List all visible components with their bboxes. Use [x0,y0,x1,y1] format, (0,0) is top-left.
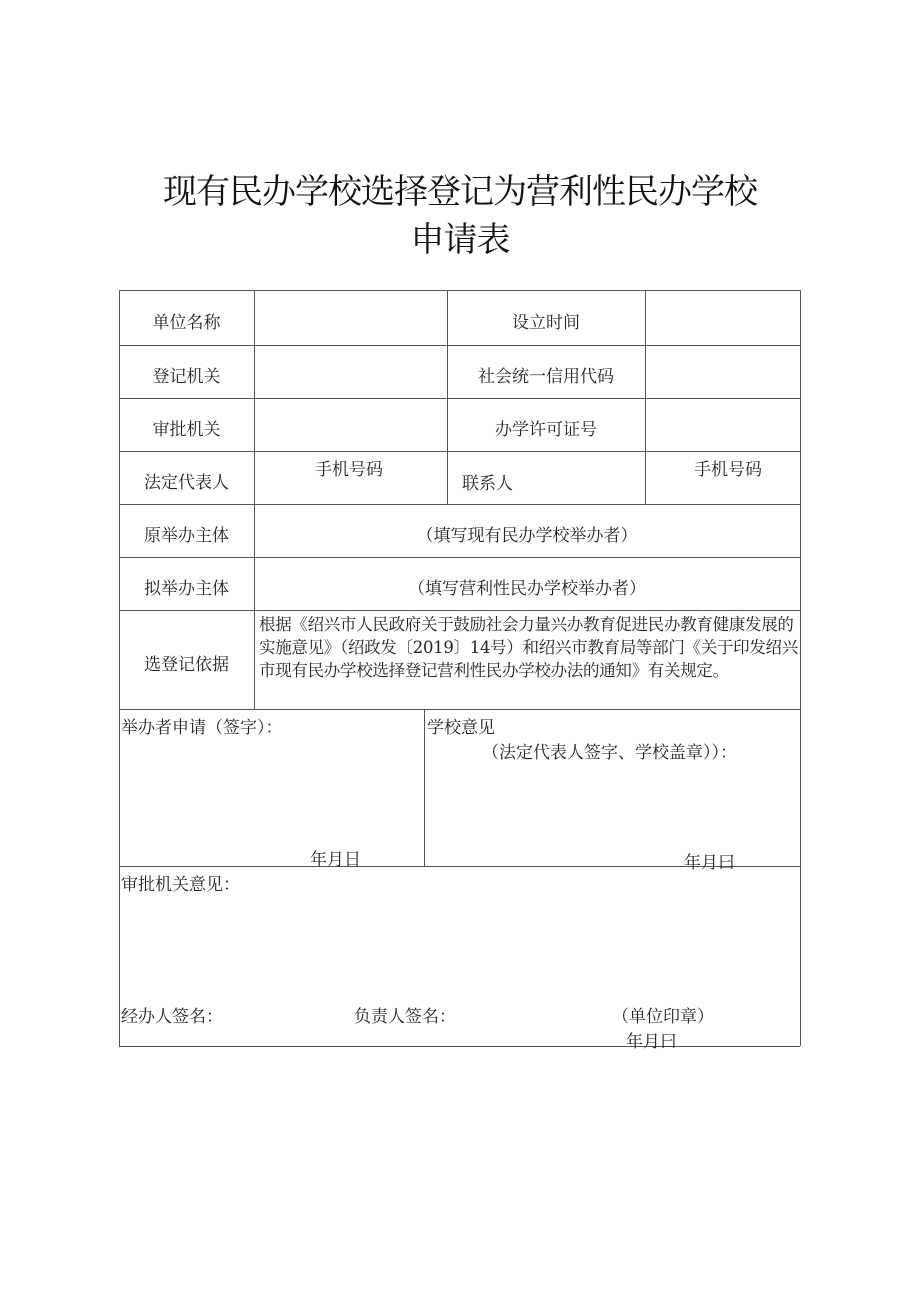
row-divider [119,451,800,452]
unit-name-label: 单位名称 [152,313,221,333]
row-divider [119,504,800,505]
table-border-right [800,290,801,1046]
license-number-label: 办学许可证号 [495,420,597,440]
original-sponsor-label: 原举办主体 [144,526,229,546]
mobile-label-2: 手机号码 [694,460,762,480]
form-title-line1: 现有民办学校选择登记为营利性民办学校 [163,172,757,212]
basis-label: 选登记依据 [144,655,229,675]
approval-authority-label: 审批机关 [152,420,221,440]
row-divider [119,345,800,346]
column-divider [254,290,255,709]
leader-signature-label: 负责人签名： [354,1007,456,1027]
school-date-label: 年月曰 [684,853,735,873]
row-divider [119,398,800,399]
row-divider [119,709,800,710]
school-opinion-label: 学校意见 [427,718,495,738]
row-divider [119,610,800,611]
original-sponsor-hint: （填写现有民办学校举办者） [416,526,638,546]
approval-opinion-label: 审批机关意见： [121,875,240,895]
contact-person-label: 联系人 [462,474,513,494]
established-time-label: 设立时间 [512,313,580,333]
sponsor-date-label: 年月日 [310,850,361,870]
column-divider [424,709,425,866]
registration-authority-label: 登记机关 [152,367,221,387]
school-opinion-note: （法定代表人签字、学校盖章））： [482,743,737,763]
legal-representative-label: 法定代表人 [144,473,229,493]
handler-signature-label: 经办人签名： [121,1007,223,1027]
proposed-sponsor-hint: （填写营利性民办学校举办者） [408,579,646,599]
table-border-bottom [119,1046,800,1047]
unit-seal-label: （单位印章） [612,1007,714,1027]
approval-date-label: 年月曰 [626,1032,677,1052]
sponsor-application-label: 举办者申请（签字）： [121,718,283,738]
proposed-sponsor-label: 拟举办主体 [144,579,229,599]
form-title-line2: 申请表 [410,220,510,260]
credit-code-label: 社会统一信用代码 [478,367,614,387]
mobile-label-1: 手机号码 [315,460,383,480]
basis-text: 根据《绍兴市人民政府关于鼓励社会力量兴办教育促进民办教育健康发展的实施意见》（绍政发〔2019〕14号）和绍兴市教育局等部门《关于印发绍兴市现有民办学校选择登记营利性民办学校办法的通知》有关规定。 [259,615,798,680]
column-divider [645,290,646,504]
table-border-top [119,290,800,291]
row-divider [119,557,800,558]
